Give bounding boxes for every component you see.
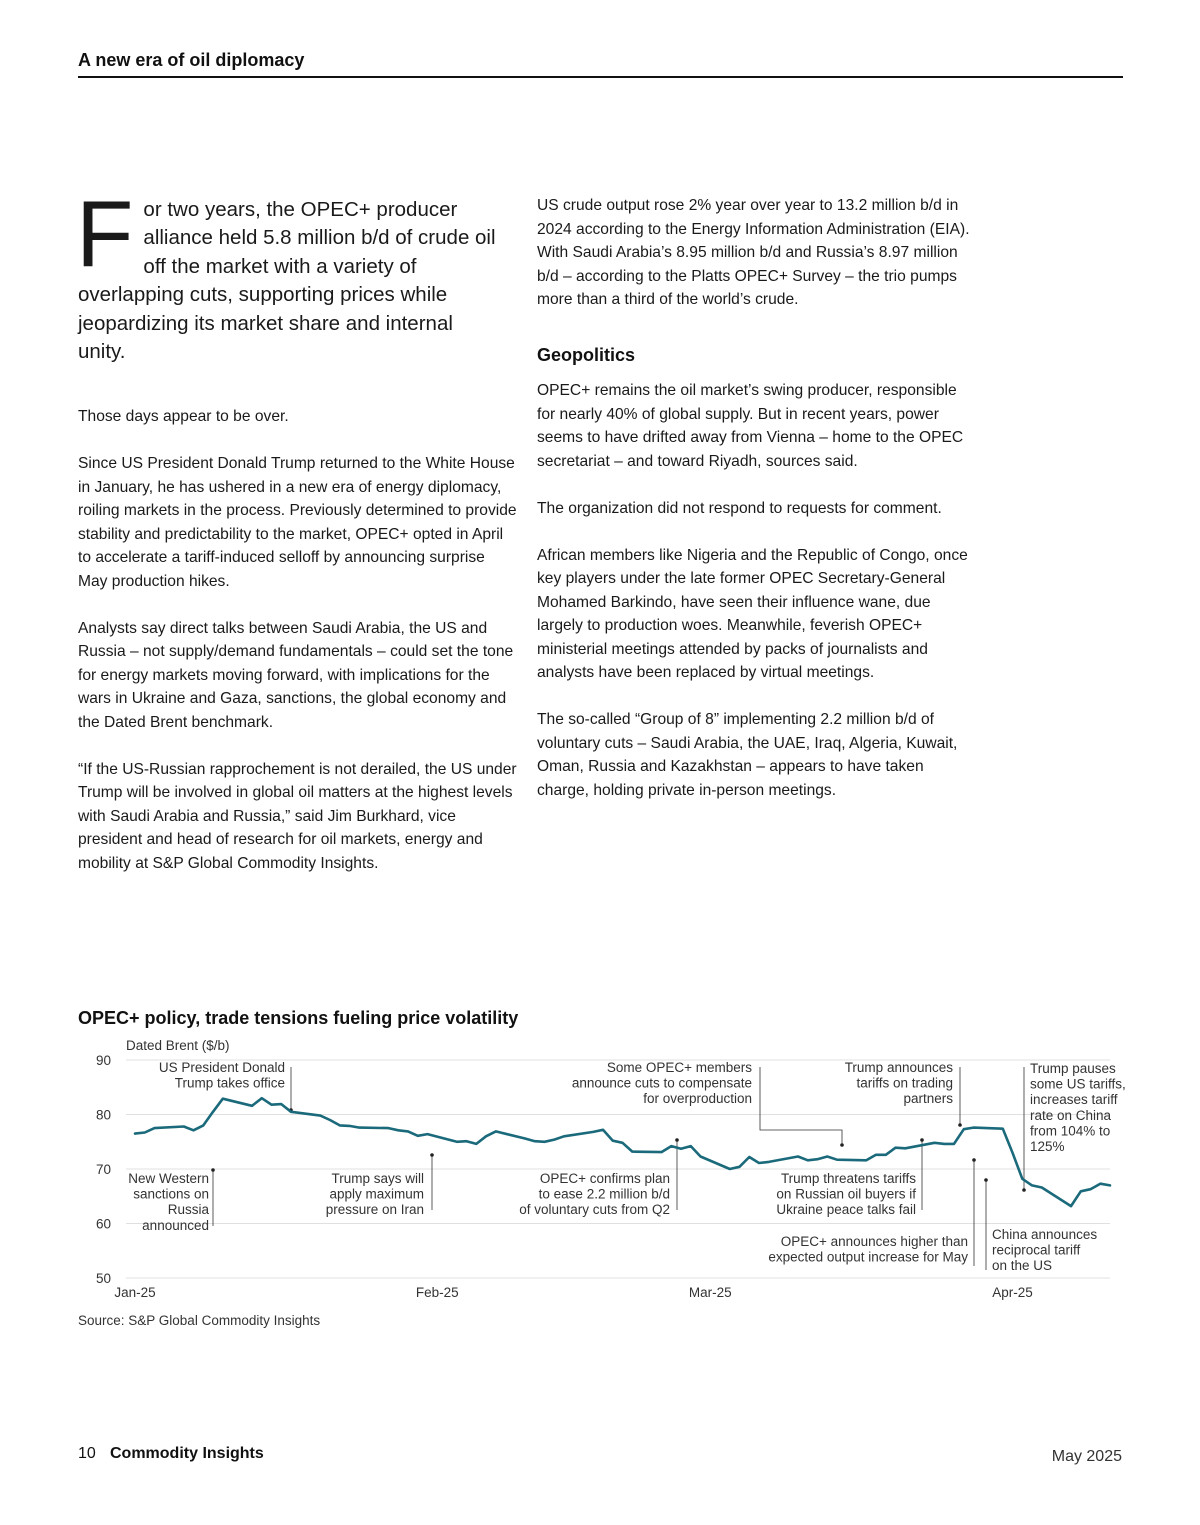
annotation-leader (760, 1067, 842, 1145)
body-paragraph: OPEC+ remains the oil market’s swing producer, responsible for nearly 40% of global supply. But in recent years, power seems to have drifted away from Vienna – home to the OPEC secretariat – and toward Riyadh, sources said. (537, 382, 964, 470)
lede-paragraph (76, 181, 498, 366)
annotation-dot (920, 1138, 924, 1142)
body-paragraph: Analysts say direct talks between Saudi Arabia, the US and Russia – not supply/demand fundamentals – could set the tone for energy markets moving forward, with implications for the wars in Ukraine and Gaza, sanctions, the global economy and the Dated Brent benchmark. (78, 619, 514, 731)
body-paragraph: US crude output rose 2% year over year to 13.2 million b/d in 2024 according to the Energy Information Administration (EIA). With Saudi Arabia’s 8.95 million b/d and Russia’s 8.97 million b/d – according to the Platts OPEC+ Survey – the trio pumps more than a third of the world’s crude. (537, 197, 970, 308)
annotation-dot (984, 1178, 988, 1182)
annotation-dot (1022, 1188, 1026, 1192)
annotation-dot (211, 1168, 215, 1172)
annotation-label: Trump threatens tariffs on Russian oil buyers if Ukraine peace talks fail (776, 1171, 916, 1218)
y-tick-label: 80 (96, 1107, 112, 1123)
body-paragraph: “If the US-Russian rapprochement is not derailed, the US under Trump will be involved in global oil matters at the highest levels with Saudi Arabia and Russia,” said Jim Burkhard, vice president and head of research for oil markets, energy and mobility at S&P Global Commodity Insights. (78, 760, 517, 872)
x-tick-label: Jan-25 (114, 1285, 156, 1300)
annotation-label: New Western sanctions on Russia announced (128, 1171, 209, 1233)
annotation-label: China announces reciprocal tariff on the US (992, 1227, 1098, 1274)
y-tick-label: 70 (96, 1162, 112, 1177)
x-tick-label: Feb-25 (415, 1285, 459, 1300)
body-paragraph: The organization did not respond to requests for comment. (537, 499, 942, 517)
page-number: 10 (78, 1445, 96, 1462)
chart-source: Source: S&P Global Commodity Insights (78, 1313, 321, 1328)
annotation-dot (972, 1158, 976, 1162)
right-column (537, 194, 977, 826)
y-axis-label: Dated Brent ($/b) (126, 1038, 230, 1053)
x-tick-label: Apr-25 (992, 1285, 1033, 1300)
y-tick-label: 90 (96, 1053, 112, 1068)
dropcap: F (76, 181, 134, 286)
body-paragraph: Since US President Donald Trump returned to the White House in January, he has ushered in a new era of energy diplomacy, roiling markets in the process. Previously determined to provide stability and predictability to the market, OPEC+ opted in April to accelerate a tariff-induced selloff by announcing surprise May production hikes. (78, 455, 517, 590)
footer-date: May 2025 (1051, 1448, 1122, 1465)
annotation-label: OPEC+ confirms plan to ease 2.2 million b/d of voluntary cuts from Q2 (519, 1171, 670, 1218)
annotation-dot (430, 1153, 434, 1157)
header-rule (78, 76, 1123, 78)
annotation-label: Trump announces tariffs on trading partners (844, 1060, 953, 1107)
annotation-dot (840, 1143, 844, 1147)
annotation-label: Trump pauses some US tariffs, increases tariff rate on China from 104% to 125% (1030, 1061, 1126, 1154)
annotation-label: Some OPEC+ members announce cuts to compensate for overproduction (571, 1060, 752, 1107)
x-tick-label: Mar-25 (688, 1285, 732, 1300)
annotation-dot (958, 1123, 962, 1127)
lede-text: or two years, the OPEC+ producer alliance held 5.8 million b/d of crude oil off the market with a variety of overlapping cuts, supporting prices while jeopardizing its market share and internal unity. (78, 198, 496, 364)
body-paragraph: African members like Nigeria and the Republic of Congo, once key players under the late former OPEC Secretary-General Mohamed Barkindo, have seen their influence wane, due largely to production woes. Meanwhile, feverish OPEC+ ministerial meetings attended by packs of journalists and analysts have been replaced by virtual meetings. (537, 546, 968, 681)
y-tick-label: 60 (96, 1216, 112, 1232)
annotation-dot (675, 1138, 679, 1142)
annotation-label: OPEC+ announces higher than expected output increase for May (768, 1234, 968, 1265)
section-title: A new era of oil diplomacy (78, 50, 305, 70)
annotation-label: US President Donald Trump takes office (158, 1060, 285, 1091)
brent-price-chart (0, 1030, 1200, 1305)
annotation-label: Trump says will apply maximum pressure on Iran (325, 1171, 424, 1218)
footer-brand: Commodity Insights (110, 1445, 264, 1462)
body-paragraph: The so-called “Group of 8” implementing 2.2 million b/d of voluntary cuts – Saudi Arabia, the UAE, Iraq, Algeria, Kuwait, Oman, Russia and Kazakhstan – appears to have taken charge, holding private in-person meetings. (537, 711, 958, 799)
chart-title: OPEC+ policy, trade tensions fueling price volatility (78, 1008, 519, 1028)
y-tick-label: 50 (96, 1271, 112, 1286)
body-paragraph: Those days appear to be over. (78, 408, 289, 425)
subheading-geopolitics: Geopolitics (537, 345, 636, 365)
left-column (78, 405, 518, 899)
